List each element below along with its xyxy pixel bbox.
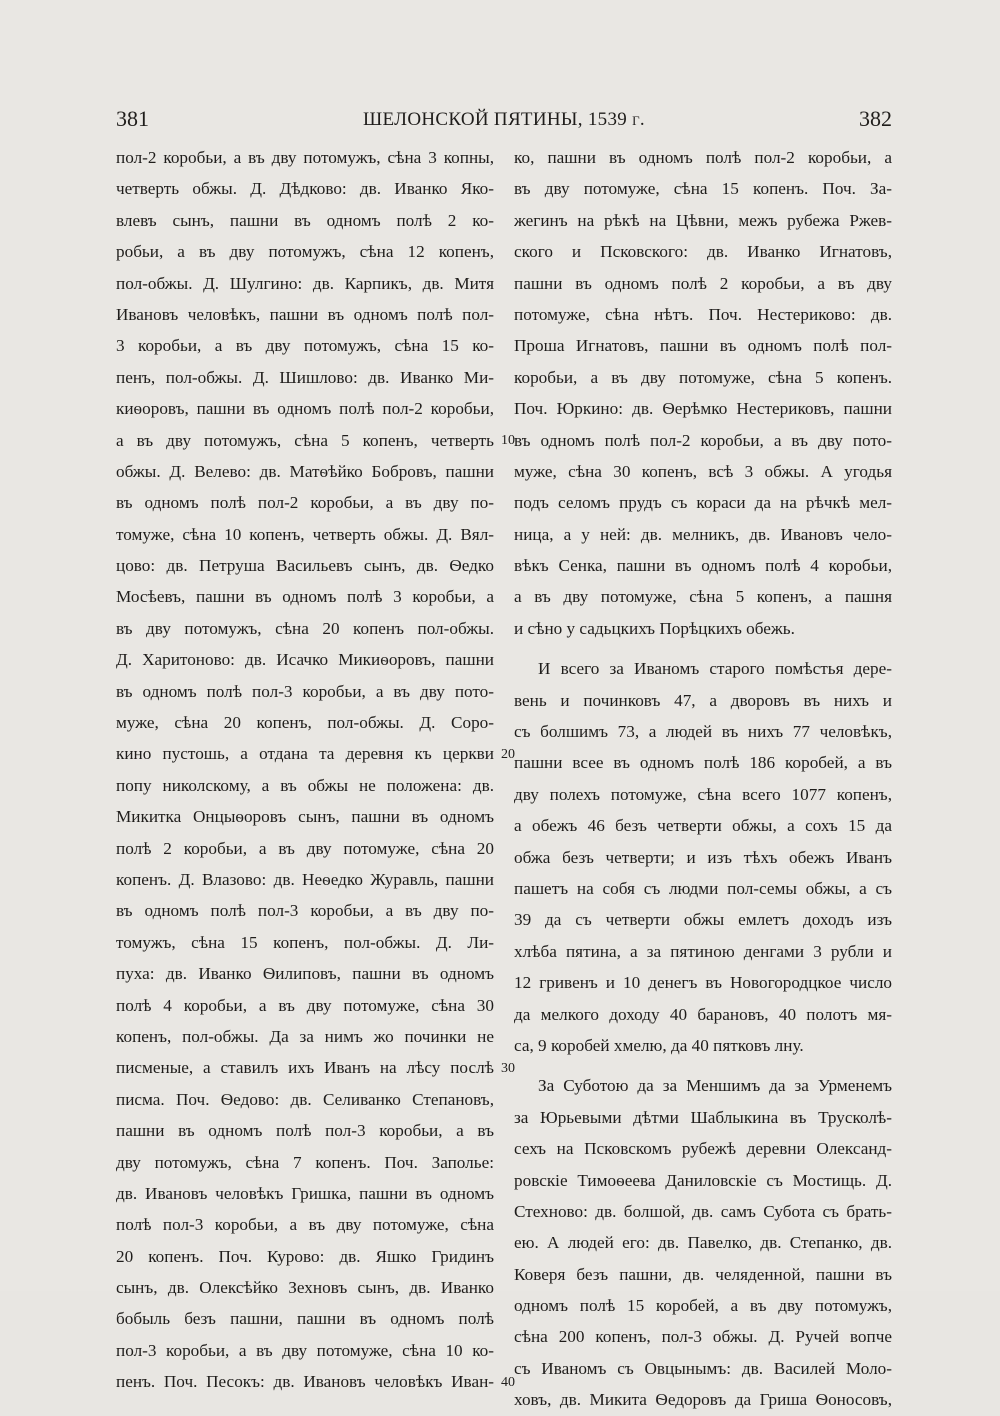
paragraph-3 [514, 1070, 892, 1415]
text-line: сехъ на Псковскомъ рубежѣ деревни Олександ- [514, 1139, 892, 1159]
text-line: жегинъ на рѣкѣ на Цѣвни, межъ рубежа Ржев- [514, 210, 892, 230]
text-line: а въ дву потомужъ, сѣна 5 копенъ, четверть [116, 430, 494, 450]
paragraph-1 [514, 142, 892, 644]
text-line: томужъ, сѣна 15 копенъ, пол-обжы. Д. Ли- [116, 932, 494, 952]
text-line: 12 гривенъ и 10 денегъ въ Новогородцкое число [514, 973, 892, 993]
text-line: пол-3 коробьи, а въ дву потомуже, сѣна 10 ко- [116, 1340, 494, 1360]
text-line: муже, сѣна 30 копенъ, всѣ 3 обжы. А угодья [514, 461, 892, 481]
text-line: дву потомужъ, сѣна 7 копенъ. Поч. Заполье: [116, 1152, 494, 1172]
text-line: пашни всее въ одномъ полѣ 186 коробей, а въ [514, 753, 892, 773]
text-line: кино пустошь, а отдана та деревня къ церкви [116, 744, 494, 764]
text-line: вень и починковъ 47, а дворовъ въ нихъ и [514, 690, 892, 710]
text-line: полѣ 4 коробьи, а въ дву потомуже, сѣна 30 [116, 995, 494, 1015]
text-line: и сѣно у садьцкихъ Порѣцкихъ обежь. [514, 618, 795, 638]
text-line: пол-обжы. Д. Шулгино: дв. Карпикъ, дв. Митя [116, 273, 494, 293]
text-line: За Суботою да за Меншимъ да за Урменемъ [538, 1076, 892, 1096]
text-line: Проша Игнатовъ, пашни въ одномъ полѣ пол- [514, 336, 892, 356]
text-line: Микитка Онцыѳоровъ сынъ, пашни въ одномъ [116, 807, 494, 827]
text-line: муже, сѣна 20 копенъ, пол-обжы. Д. Соро- [116, 713, 494, 733]
text-line: пенъ, пол-обжы. Д. Шишлово: дв. Иванко Ми- [116, 367, 494, 387]
text-line: попу николскому, а въ обжы не положена: дв. [116, 775, 494, 795]
text-line: а обежъ 46 безъ четверти обжы, а сохъ 15 да [514, 816, 892, 836]
text-line: пашни въ одномъ полѣ пол-3 коробьи, а въ [116, 1121, 494, 1141]
text-line: Мосѣевъ, пашни въ одномъ полѣ 3 коробьи, а [116, 587, 494, 607]
text-line: цово: дв. Петруша Васильевъ сынъ, дв. Ѳедко [116, 556, 494, 576]
line-number-marker: 20 [501, 746, 515, 762]
text-line: ко, пашни въ одномъ полѣ пол-2 коробьи, а [514, 148, 892, 167]
text-line: сынъ, дв. Олексѣйко Зехновъ сынъ, дв. Иванко [116, 1278, 494, 1298]
text-line: копенъ, пол-обжы. Да за нимъ жо починки не [116, 1026, 494, 1046]
right-page-number: 382 [859, 106, 892, 131]
text-line: съ Иваномъ съ Овцынымъ: дв. Василей Моло- [514, 1358, 892, 1378]
text-line: подъ селомъ прудъ съ кораси да на рѣчкѣ мел- [514, 493, 892, 513]
text-line: вѣкъ Сенка, пашни въ одномъ полѣ 4 коробьи, [514, 556, 892, 576]
text-line: въ одномъ полѣ пол-2 коробьи, а въ дву пото- [514, 430, 892, 450]
text-line: за Юрьевыми дѣтми Шаблыкина въ Трусколѣ- [514, 1107, 892, 1127]
text-line: одномъ полѣ 15 коробей, а въ дву потомужъ, [514, 1296, 892, 1316]
text-line: четверть обжы. Д. Дѣдково: дв. Иванко Яко- [116, 179, 494, 199]
paragraph-2 [514, 653, 892, 1061]
text-line: Коверя безъ пашни, дв. челяденной, пашни въ [514, 1264, 892, 1284]
line-number-marker: 40 [501, 1374, 515, 1390]
text-line: 20 копенъ. Поч. Курово: дв. Яшко Гридинъ [116, 1246, 494, 1266]
text-line: Ивановъ человѣкъ, пашни въ одномъ полѣ пол- [116, 304, 494, 324]
text-line: въ дву потомуже, сѣна 15 копенъ. Поч. За- [514, 179, 892, 199]
left-column [116, 142, 494, 1398]
text-line: са, 9 коробей хмелю, да 40 пятковъ лну. [514, 1035, 804, 1055]
text-line: 3 коробьи, а въ дву потомужъ, сѣна 15 ко- [116, 336, 494, 356]
text-line: потомуже, сѣна нѣтъ. Поч. Нестериково: дв. [514, 304, 892, 324]
text-line: въ дву потомужъ, сѣна 20 копенъ пол-обжы. [116, 618, 494, 638]
text-line: Стехново: дв. болшой, дв. самъ Субота съ брать- [514, 1201, 892, 1221]
text-line: въ одномъ полѣ пол-3 коробьи, а въ дву по- [116, 901, 494, 921]
text-line: ница, а у ней: дв. мелникъ, дв. Ивановъ чело- [514, 524, 892, 544]
text-line: Д. Харитоново: дв. Исачко Микиѳоровъ, пашни [116, 650, 494, 670]
text-line: дв. Ивановъ человѣкъ Гришка, пашни въ одномъ [116, 1183, 494, 1203]
line-number-marker: 10 [501, 432, 515, 448]
left-page-number: 381 [116, 106, 149, 131]
text-line: пашни въ одномъ полѣ 2 коробьи, а въ дву [514, 273, 892, 293]
text-line: писма. Поч. Ѳедово: дв. Селиванко Степановъ, [116, 1089, 494, 1109]
text-line: робьи, а въ дву потомужъ, сѣна 12 копенъ, [116, 242, 494, 262]
text-line: томуже, сѣна 10 копенъ, четверть обжы. Д. Вял- [116, 524, 494, 544]
text-line: пуха: дв. Иванко Ѳилиповъ, пашни въ одномъ [116, 964, 494, 984]
text-line: ского и Псковского: дв. Иванко Игнатовъ, [514, 242, 892, 262]
right-column [514, 142, 892, 1416]
running-header [116, 106, 892, 136]
text-line: полѣ пол-3 коробьи, а въ дву потомуже, сѣна [116, 1215, 494, 1235]
text-line: ховъ, дв. Микита Ѳедоровъ да Гриша Ѳоносовъ, [514, 1390, 892, 1410]
text-line: Поч. Юркино: дв. Ѳерѣмко Нестериковъ, пашни [514, 399, 892, 419]
text-line: коробьи, а въ дву потомуже, сѣна 5 копенъ. [514, 367, 892, 387]
text-line: копенъ. Д. Влазово: дв. Неѳедко Журавль, пашни [116, 869, 494, 889]
line-number-marker: 30 [501, 1060, 515, 1076]
text-line: 39 да съ четверти обжы емлетъ доходъ изъ [514, 910, 892, 930]
text-line: ровскіе Тимоѳеева Даниловскіе съ Мостищь. Д. [514, 1170, 892, 1190]
text-line: И всего за Иваномъ старого помѣстья дере- [538, 659, 892, 679]
text-line: пенъ. Поч. Песокъ: дв. Ивановъ человѣкъ Иван- [116, 1372, 494, 1392]
text-line: хлѣба пятина, а за пятиною денгами 3 рубли и [514, 941, 892, 961]
text-line: обжы. Д. Велево: дв. Матѳѣйко Бобровъ, пашни [116, 461, 494, 481]
text-line: бобыль безъ пашни, пашни въ одномъ полѣ [116, 1309, 494, 1329]
text-line: а въ дву потомуже, сѣна 5 копенъ, а пашня [514, 587, 892, 607]
text-line: съ болшимъ 73, а людей въ нихъ 77 человѣкъ, [514, 722, 892, 742]
text-line: киѳоровъ, пашни въ одномъ полѣ пол-2 коробьи, [116, 399, 494, 419]
text-line: обжа безъ четверти; и изъ тѣхъ обежъ Иванъ [514, 847, 892, 867]
text-line: сѣна 200 копенъ, пол-3 обжы. Д. Ручей вопче [514, 1327, 892, 1347]
text-line: ею. А людей его: дв. Павелко, дв. Степанко, дв. [514, 1233, 892, 1253]
text-line: да мелкого доходу 40 барановъ, 40 полотъ мя- [514, 1004, 892, 1024]
text-line: дву полехъ потомуже, сѣна всего 1077 копенъ, [514, 784, 892, 804]
text-line: влевъ сынъ, пашни въ одномъ полѣ 2 ко- [116, 210, 494, 230]
text-line: полѣ 2 коробьи, а въ дву потомуже, сѣна 20 [116, 838, 494, 858]
running-title: ШЕЛОНСКОЙ ПЯТИНЫ, 1539 г. [363, 109, 645, 130]
text-line: пол-2 коробьи, а въ дву потомужъ, сѣна 3 копны, [116, 148, 494, 167]
text-line: въ одномъ полѣ пол-3 коробьи, а въ дву пото- [116, 681, 494, 701]
text-line: въ одномъ полѣ пол-2 коробьи, а въ дву по- [116, 493, 494, 513]
text-line: пашетъ на собя съ людми пол-семы обжы, а съ [514, 878, 892, 898]
text-line: писменые, а ставилъ ихъ Иванъ на лѣсу послѣ [116, 1058, 494, 1078]
